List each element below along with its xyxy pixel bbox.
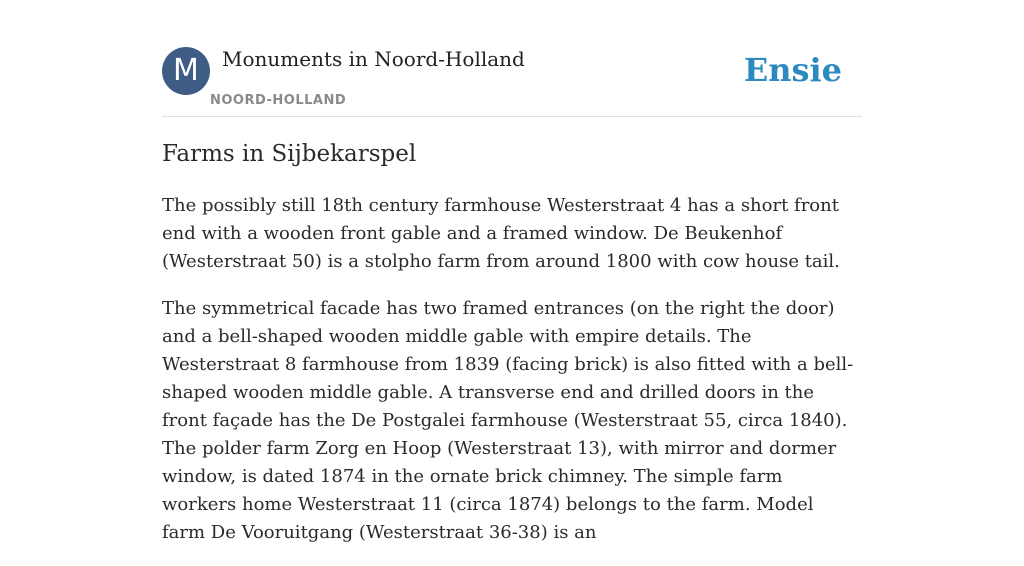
article-title: Farms in Sijbekarspel — [162, 141, 417, 167]
article-paragraph: The possibly still 18th century farmhouse Westerstraat 4 has a short front end with a wooden front gable and a framed window. De Beukenhof (Westerstraat 50) is a stolpho farm from around 1800 with cow house tail. — [162, 195, 840, 272]
ensie-logo[interactable]: Ensie — [743, 51, 842, 89]
article-paragraph: The symmetrical facade has two framed entrances (on the right the door) and a bell-shaped wooden middle gable with empire details. The Westerstraat 8 farmhouse from 1839 (facing brick) is also fitted with a bell-shaped wooden middle gable. A transverse end and drilled doors in the front façade has the De Postgalei farmhouse (Westerstraat 55, circa 1840). The polder farm Zorg en Hoop (Westerstraat 13), with mirror and dormer window, is dated 1874 in the ornate brick chimney. The simple farm workers home Westerstraat 11 (circa 1874) belongs to the farm. Model farm De Vooruitgang (Westerstraat 36-38) is an — [162, 298, 854, 543]
article-body — [162, 192, 862, 566]
header — [162, 46, 862, 117]
avatar[interactable]: M — [162, 47, 210, 95]
site-title-link[interactable]: Monuments in Noord-Holland — [222, 47, 525, 71]
category-link[interactable]: NOORD-HOLLAND — [210, 93, 347, 108]
